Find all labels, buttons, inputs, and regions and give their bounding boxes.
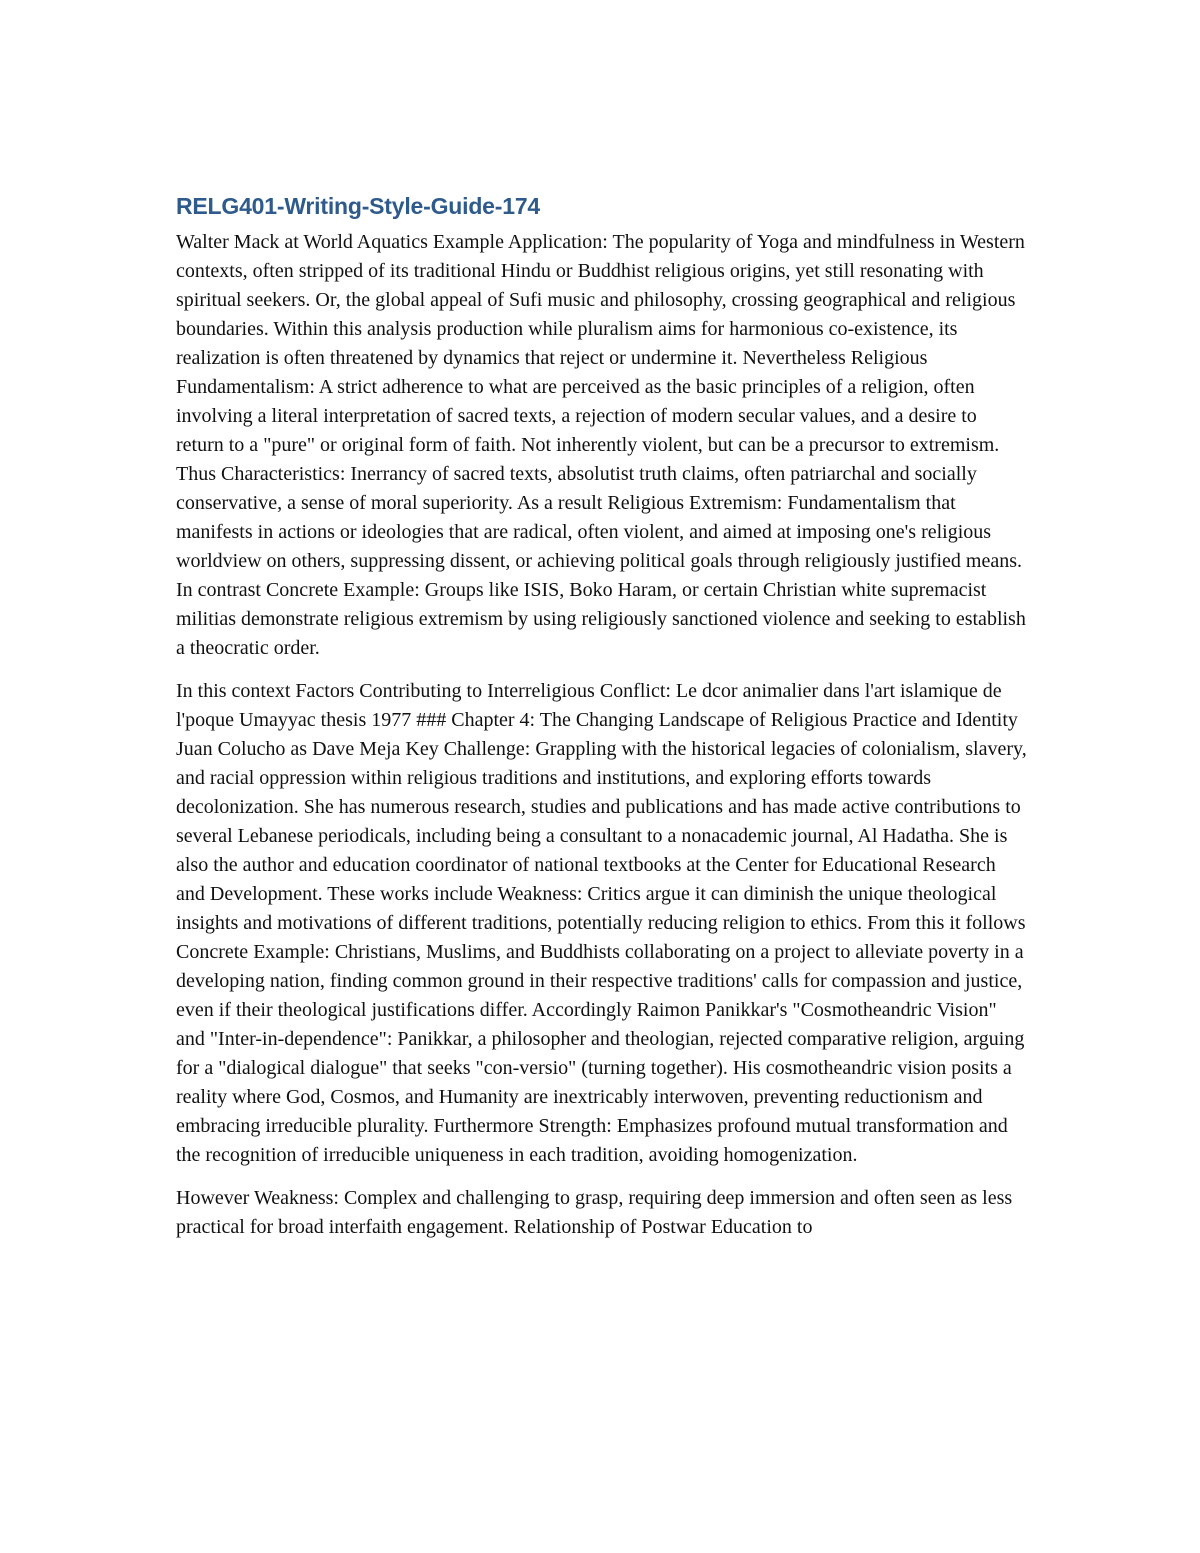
document-title: RELG401-Writing-Style-Guide-174 [176,193,541,219]
paragraph-3: However Weakness: Complex and challenging to grasp, requiring deep immersion and often seen as less practical for broad interfaith engagement. Relationship of Postwar Education to [176,1187,1013,1238]
document-body [176,190,1028,1256]
paragraph-1: Walter Mack at World Aquatics Example Application: The popularity of Yoga and mindfulness in Western contexts, often stripped of its traditional Hindu or Buddhist religious origins, yet still resonating with spiritual seekers. Or, the global appeal of Sufi music and philosophy, crossing geographical and religious boundaries. Within this analysis production while pluralism aims for harmonious co-existence, its realization is often threatened by dynamics that reject or undermine it. Nevertheless Religious Fundamentalism: A strict adherence to what are perceived as the basic principles of a religion, often involving a literal interpretation of sacred texts, a rejection of modern secular values, and a desire to return to a "pure" or original form of faith. Not inherently violent, but can be a precursor to extremism. Thus Characteristics: Inerrancy of sacred texts, absolutist truth claims, often patriarchal and socially conservative, a sense of moral superiority. As a result Religious Extremism: Fundamentalism that manifests in actions or ideologies that are radical, often violent, and aimed at imposing one's religious worldview on others, suppressing dissent, or achieving political goals through religiously justified means. In contrast Concrete Example: Groups like ISIS, Boko Haram, or certain Christian white supremacist militias demonstrate religious extremism by using religiously sanctioned violence and seeking to establish a theocratic order. [176,231,1026,659]
paragraph-2: In this context Factors Contributing to Interreligious Conflict: Le dcor animalier dans l'art islamique de l'poque Umayyac thesis 1977 ### Chapter 4: The Changing Landscape of Religious Practice and Identity Juan Colucho as Dave Meja Key Challenge: Grappling with the historical legacies of colonialism, slavery, and racial oppression within religious traditions and institutions, and exploring efforts towards decolonization. She has numerous research, studies and publications and has made active contributions to several Lebanese periodicals, including being a consultant to a nonacademic journal, Al Hadatha. She is also the author and education coordinator of national textbooks at the Center for Educational Research and Development. These works include Weakness: Critics argue it can diminish the unique theological insights and motivations of different traditions, potentially reducing religion to ethics. From this it follows Concrete Example: Christians, Muslims, and Buddhists collaborating on a project to alleviate poverty in a developing nation, finding common ground in their respective traditions' calls for compassion and justice, even if their theological justifications differ. Accordingly Raimon Panikkar's "Cosmotheandric Vision" and "Inter-in-dependence": Panikkar, a philosopher and theologian, rejected comparative religion, arguing for a "dialogical dialogue" that seeks "con-versio" (turning together). His cosmotheandric vision posits a reality where God, Cosmos, and Humanity are inextricably interwoven, preventing reductionism and embracing irreducible plurality. Furthermore Strength: Emphasizes profound mutual transformation and the recognition of irreducible uniqueness in each tradition, avoiding homogenization. [176,680,1027,1166]
